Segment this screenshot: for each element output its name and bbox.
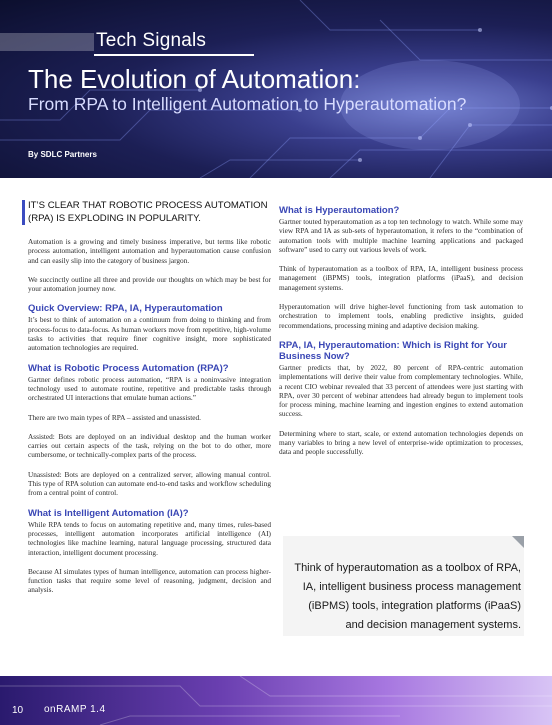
article-column-right bbox=[279, 205, 523, 467]
brand-underline bbox=[94, 54, 254, 56]
paragraph: Hyperautomation will drive higher-level functioning from task automation to orchestration to implement tools, enabling predictive insights, guided recommendations, processing mining and adaptive decision making. bbox=[279, 302, 523, 330]
paragraph: It’s best to think of automation on a continuum from doing to thinking and from process-focus to data-focus. As human workers move from repetitive, high-volume tasks to activities that require finer cognitive insight, more sophisticated automation technologies are required. bbox=[28, 315, 271, 353]
section-heading: What is Hyperautomation? bbox=[279, 205, 400, 216]
paragraph: While RPA tends to focus on automating repetitive and, many times, rules-based processes, intelligent automation incorporates artificial intelligence (AI) technologies like machine learning, natural language processing, structured data interaction, intelligent document processing. bbox=[28, 519, 271, 557]
paragraph: Assisted: Bots are deployed on an individual desktop and the human worker carries out certain aspects of the task, relying on the bot to do other, more cumbersome, or technically-complex parts of the process. bbox=[28, 431, 271, 460]
paragraph: Think of hyperautomation as a toolbox of RPA, IA, intelligent business process management (iBPMS) tools, integration platforms (iPaaS), and decision management systems. bbox=[279, 264, 523, 292]
brand-accent-bar bbox=[0, 29, 94, 55]
paragraph: There are two main types of RPA – assisted and unassisted. bbox=[28, 412, 202, 422]
pull-quote-line: and decision management systems. bbox=[345, 619, 521, 631]
section-heading: What is Robotic Process Automation (RPA)? bbox=[28, 362, 229, 374]
section-brand: Tech Signals bbox=[96, 30, 207, 51]
page-title: The Evolution of Automation: bbox=[28, 64, 361, 94]
pull-quote bbox=[283, 559, 521, 635]
section-heading: What is Intelligent Automation (IA)? bbox=[28, 507, 189, 519]
page-number: 10 bbox=[12, 705, 24, 716]
page-subtitle: From RPA to Intelligent Automation to Hyperautomation? bbox=[28, 94, 467, 114]
lead-accent-mark bbox=[22, 200, 25, 225]
paragraph: Gartner touted hyperautomation as a top ten technology to watch. While some may view RPA and IA as sub-sets of hyperautomation, it refers to the “combination of automation tools with multiple machine learning applications and packaged software” used to carry out various levels of work. bbox=[279, 217, 523, 254]
paragraph: We succinctly outline all three and provide our thoughts on which may be best for your automation journey now. bbox=[28, 274, 271, 294]
section-heading: RPA, IA, Hyperautomation: Which is Right for Your Business Now? bbox=[279, 339, 508, 362]
footer-circuit-graphic bbox=[0, 676, 552, 725]
footer-banner bbox=[0, 676, 552, 725]
paragraph: Gartner defines robotic process automation, “RPA is a noninvasive integration technology used to automate routine, repetitive and predictable tasks through orchestrated UI interactions that emulate human actions.” bbox=[28, 374, 271, 403]
lead-text: IT’S CLEAR THAT ROBOTIC PROCESS AUTOMATION (RPA) IS EXPLODING IN POPULARITY. bbox=[28, 200, 268, 224]
lead-paragraph bbox=[28, 200, 271, 225]
pull-quote-line: IA, intelligent business process management bbox=[302, 581, 521, 593]
paragraph: Unassisted: Bots are deployed on a centralized server, allowing manual control. This type of RPA solution can automate end-to-end tasks and workflow scheduling from a central point of control. bbox=[28, 469, 271, 498]
article-column-left bbox=[28, 200, 271, 605]
pull-quote-corner bbox=[512, 536, 524, 548]
paragraph: Automation is a growing and timely business imperative, but terms like robotic process automation, intelligent automation and hyperautomation cause confusion and can easily slip into the category of business jargon. bbox=[28, 237, 271, 265]
paragraph: Because AI simulates types of human intelligence, automation can process higher-function tasks that require some level of reasoning, judgment, decision and analysis. bbox=[28, 566, 271, 595]
pull-quote-line: Think of hyperautomation as a toolbox of RPA, bbox=[294, 562, 521, 574]
paragraph: Gartner predicts that, by 2022, 80 percent of RPA-centric automation implementations will derive their value from complementary technologies. While, a recent CIO webinar revealed that 33 percent of attendees were just starting with RPA, over 30 percent of webinar attendees had already begun to implement tools for process mining, machine learning and ingestion engines to extend automation success. bbox=[279, 362, 523, 419]
pull-quote-line: (iBPMS) tools, integration platforms (iPaaS) bbox=[308, 600, 521, 612]
section-heading: Quick Overview: RPA, IA, Hyperautomation bbox=[28, 303, 223, 315]
paragraph: Determining where to start, scale, or extend automation technologies depends on many variables to bring a new level of enterprise-wide optimization to processes, data and people successfully. bbox=[279, 428, 523, 457]
byline: By SDLC Partners bbox=[28, 150, 97, 159]
magazine-name: onRAMP 1.4 bbox=[44, 704, 106, 715]
